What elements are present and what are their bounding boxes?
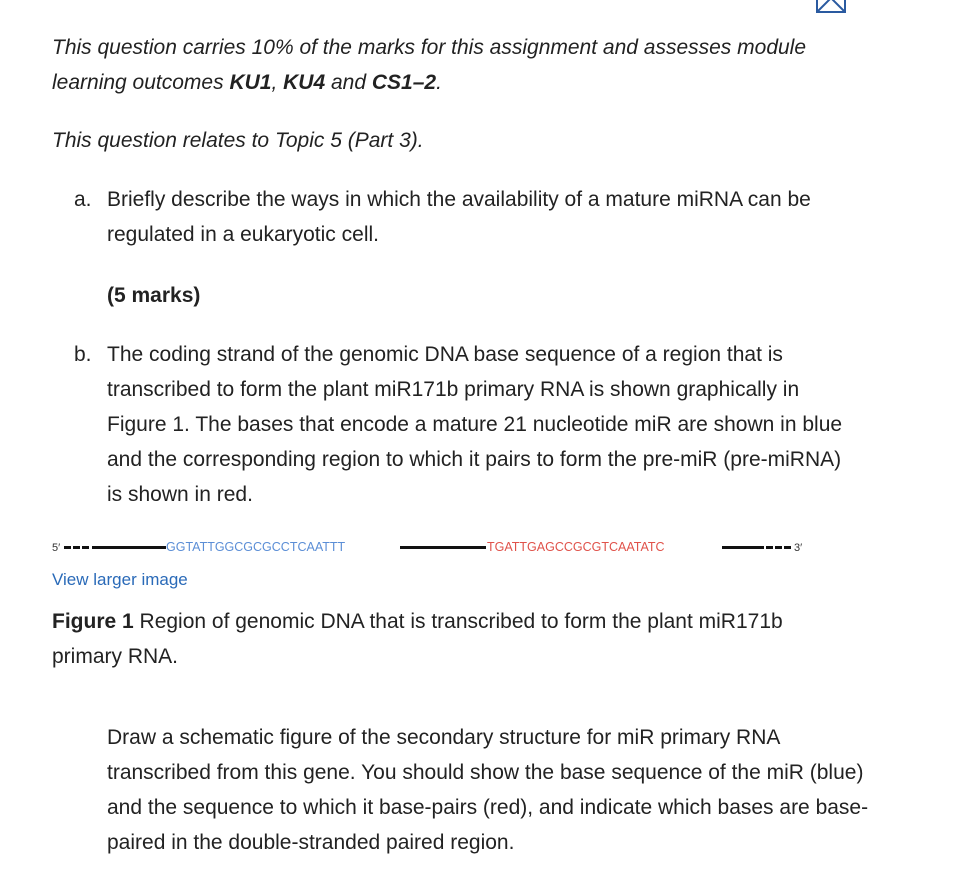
dna-sequence-diagram bbox=[52, 536, 832, 558]
task-paragraph: Draw a schematic figure of the secondary structure for miR primary RNA transcribed from this gene. You should show the base sequence of the miR (blue) and the sequence to which it base-pairs (red), and indicate which bases are base-paired in the double-stranded paired region. bbox=[107, 726, 869, 854]
question-a-letter: a. bbox=[74, 188, 92, 211]
question-a-text: Briefly describe the ways in which the availability of a mature miRNA can be regulated in a eukaryotic cell. bbox=[107, 188, 811, 246]
five-prime-label: 5′ bbox=[52, 542, 61, 554]
view-larger-image-link[interactable]: View larger image bbox=[52, 570, 188, 589]
figure-label: Figure 1 bbox=[52, 610, 134, 633]
outcome-cs: CS1–2 bbox=[371, 71, 437, 94]
mir-coding-sequence: GGTATTGGCGCGCCTCAATTT bbox=[166, 540, 346, 554]
question-b-letter: b. bbox=[74, 343, 92, 366]
outcome-ku4: KU4 bbox=[283, 71, 326, 94]
question-b-text: The coding strand of the genomic DNA base sequence of a region that is transcribed to form the plant miR171b primary RNA is shown graphically in Figure 1. The bases that encode a mature 21 nucleotide miR are shown in blue and the corresponding region to which it pairs to form the pre-miR (pre-miRNA) is shown in red. bbox=[107, 343, 843, 506]
three-prime-label: 3′ bbox=[794, 542, 803, 554]
figure-caption: Figure 1 Region of genomic DNA that is transcribed to form the plant miR171b primary RNA. bbox=[52, 610, 783, 668]
intro-paragraph: This question carries 10% of the marks for this assignment and assesses module learning outcomes KU1, KU4 and CS1–2. bbox=[52, 36, 807, 94]
topic-paragraph: This question relates to Topic 5 (Part 3). bbox=[52, 129, 424, 152]
outcome-ku1: KU1 bbox=[229, 71, 272, 94]
document-icon bbox=[814, 0, 848, 20]
mir-pairing-sequence: TGATTGAGCCGCGTCAATATC bbox=[487, 540, 665, 554]
question-a-marks: (5 marks) bbox=[107, 284, 201, 307]
